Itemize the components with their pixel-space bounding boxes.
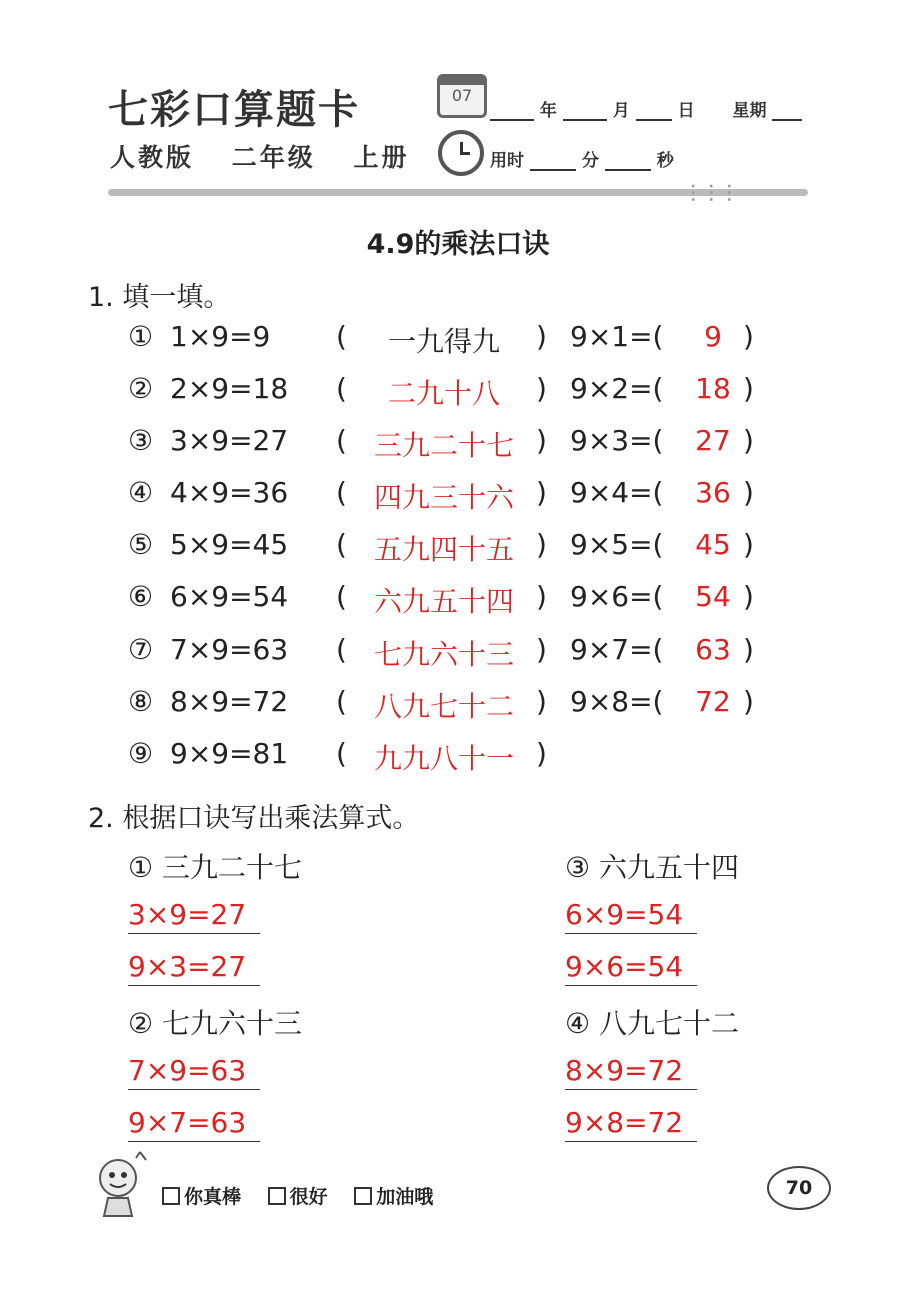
rating-option-great-label: 你真棒	[184, 1186, 242, 1208]
q1-row-verse[interactable]: 七九六十三	[373, 638, 514, 671]
q1-row-number: ⑦	[128, 633, 154, 666]
minutes-blank[interactable]	[530, 169, 576, 171]
q1-row-verse[interactable]: 三九二十七	[373, 429, 514, 462]
rating-option-keep-going-label: 加油哦	[376, 1186, 434, 1208]
q1-row-equation: 4×9=36	[170, 476, 289, 509]
q1-row-verse[interactable]: 二九十八	[387, 377, 500, 410]
time-used-label: 用时	[490, 151, 524, 171]
seconds-blank[interactable]	[605, 169, 651, 171]
right-paren: )	[536, 320, 547, 353]
q1-row-verse[interactable]: 九九八十一	[373, 742, 514, 775]
left-paren: (	[336, 685, 347, 718]
calendar-icon	[437, 74, 487, 118]
q2-item-2-label: ② 七九六十三	[128, 1007, 303, 1040]
right-paren: )	[743, 476, 754, 509]
rating-option-good-label: 很好	[289, 1186, 328, 1208]
left-paren: (	[336, 633, 347, 666]
rating-option-great[interactable]	[162, 1186, 241, 1208]
q1-row-number: ⑨	[128, 737, 154, 770]
q1-row-equation-2: 9×8=(	[570, 685, 664, 718]
q1-row-answer[interactable]: 36	[695, 476, 731, 509]
right-paren: )	[536, 372, 547, 405]
q1-row-equation: 5×9=45	[170, 528, 289, 561]
rating-option-keep-going[interactable]	[354, 1186, 433, 1208]
day-label: 日	[677, 101, 695, 121]
checkbox-icon[interactable]	[268, 1187, 286, 1205]
q1-row-equation-2: 9×7=(	[570, 633, 664, 666]
mascot-icon	[88, 1150, 158, 1220]
right-paren: )	[743, 424, 754, 457]
q2-item-2-answer-2[interactable]: 9×7=63	[128, 1106, 260, 1142]
right-paren: )	[536, 737, 547, 770]
q1-row-number: ⑤	[128, 528, 154, 561]
q1-row-verse: 一九得九	[387, 325, 500, 358]
right-paren: )	[536, 580, 547, 613]
q1-row-equation-2: 9×1=(	[570, 320, 664, 353]
q1-row-answer[interactable]: 9	[704, 320, 722, 353]
q2-item-1-label: ① 三九二十七	[128, 851, 303, 884]
edition-info	[110, 138, 435, 174]
q2-item-4-answer-1[interactable]: 8×9=72	[565, 1054, 697, 1090]
left-paren: (	[336, 476, 347, 509]
left-paren: (	[336, 320, 347, 353]
right-paren: )	[536, 424, 547, 457]
q1-row-equation-2: 9×4=(	[570, 476, 664, 509]
right-paren: )	[536, 476, 547, 509]
minutes-label: 分	[581, 151, 599, 171]
q1-row-answer[interactable]: 45	[695, 528, 731, 561]
q2-item-4-answer-2[interactable]: 9×8=72	[565, 1106, 697, 1142]
page-number: 70	[767, 1166, 831, 1210]
q1-row-number: ⑥	[128, 580, 154, 613]
right-paren: )	[743, 633, 754, 666]
q1-heading: 1. 填一填。	[88, 282, 231, 313]
q2-item-3-answer-2[interactable]: 9×6=54	[565, 950, 697, 986]
q1-row-verse[interactable]: 四九三十六	[373, 481, 514, 514]
page-title: 4.9的乘法口诀	[366, 229, 550, 260]
q1-row-answer[interactable]: 63	[695, 633, 731, 666]
q2-item-3-answer-1[interactable]: 6×9=54	[565, 898, 697, 934]
right-paren: )	[743, 320, 754, 353]
left-paren: (	[336, 372, 347, 405]
right-paren: )	[743, 372, 754, 405]
q1-row-answer[interactable]: 27	[695, 424, 731, 457]
q2-item-1-answer-2[interactable]: 9×3=27	[128, 950, 260, 986]
weekday-label: 星期	[732, 101, 767, 121]
year-blank[interactable]	[490, 119, 534, 121]
q1-row-number: ①	[128, 320, 154, 353]
q1-row-number: ④	[128, 476, 154, 509]
rating-options	[162, 1182, 453, 1209]
calendar-day: 07	[451, 86, 473, 105]
year-label: 年	[539, 101, 557, 121]
edition-volume: 上册	[353, 143, 410, 172]
q1-row-answer[interactable]: 54	[695, 580, 731, 613]
right-paren: )	[743, 685, 754, 718]
q1-row-number: ②	[128, 372, 154, 405]
month-blank[interactable]	[563, 119, 607, 121]
rating-option-good[interactable]	[268, 1186, 328, 1208]
q1-row-answer[interactable]: 18	[695, 372, 731, 405]
q2-heading: 2. 根据口诀写出乘法算式。	[88, 803, 420, 834]
q1-row-verse[interactable]: 八九七十二	[373, 690, 514, 723]
q1-row-equation: 9×9=81	[170, 737, 289, 770]
month-label: 月	[612, 101, 630, 121]
q2-item-1-answer-1[interactable]: 3×9=27	[128, 898, 260, 934]
edition-grade: 二年级	[231, 143, 316, 172]
q1-row-answer[interactable]: 72	[695, 685, 731, 718]
time-fill-line	[490, 146, 674, 171]
q1-row-verse[interactable]: 五九四十五	[373, 533, 514, 566]
left-paren: (	[336, 580, 347, 613]
right-paren: )	[743, 580, 754, 613]
clock-icon	[438, 130, 484, 176]
q1-row-equation: 8×9=72	[170, 685, 289, 718]
edition-publisher: 人教版	[110, 143, 195, 172]
day-blank[interactable]	[636, 119, 672, 121]
checkbox-icon[interactable]	[162, 1187, 180, 1205]
q1-row-equation-2: 9×2=(	[570, 372, 664, 405]
q1-row-equation: 6×9=54	[170, 580, 289, 613]
q1-row-equation-2: 9×3=(	[570, 424, 664, 457]
q1-row-number: ③	[128, 424, 154, 457]
q1-row-equation: 3×9=27	[170, 424, 289, 457]
q1-row-verse[interactable]: 六九五十四	[373, 585, 514, 618]
left-paren: (	[336, 424, 347, 457]
right-paren: )	[536, 633, 547, 666]
q1-row-equation: 2×9=18	[170, 372, 289, 405]
right-paren: )	[743, 528, 754, 561]
q1-row-equation-2: 9×6=(	[570, 580, 664, 613]
left-paren: (	[336, 737, 347, 770]
checkbox-icon[interactable]	[354, 1187, 372, 1205]
binder-rings-icon: ⫶⫶⫶	[690, 180, 744, 208]
left-paren: (	[336, 528, 347, 561]
q1-row-equation: 7×9=63	[170, 633, 289, 666]
brand-title: 七彩口算题卡	[108, 86, 360, 133]
date-fill-line	[490, 96, 802, 121]
q1-row-number: ⑧	[128, 685, 154, 718]
weekday-blank[interactable]	[772, 119, 802, 121]
q2-item-3-label: ③ 六九五十四	[565, 851, 740, 884]
q1-row-equation-2: 9×5=(	[570, 528, 664, 561]
right-paren: )	[536, 685, 547, 718]
q2-item-4-label: ④ 八九七十二	[565, 1007, 740, 1040]
q1-row-equation: 1×9=9	[170, 320, 271, 353]
q2-item-2-answer-1[interactable]: 7×9=63	[128, 1054, 260, 1090]
seconds-label: 秒	[656, 151, 674, 171]
right-paren: )	[536, 528, 547, 561]
